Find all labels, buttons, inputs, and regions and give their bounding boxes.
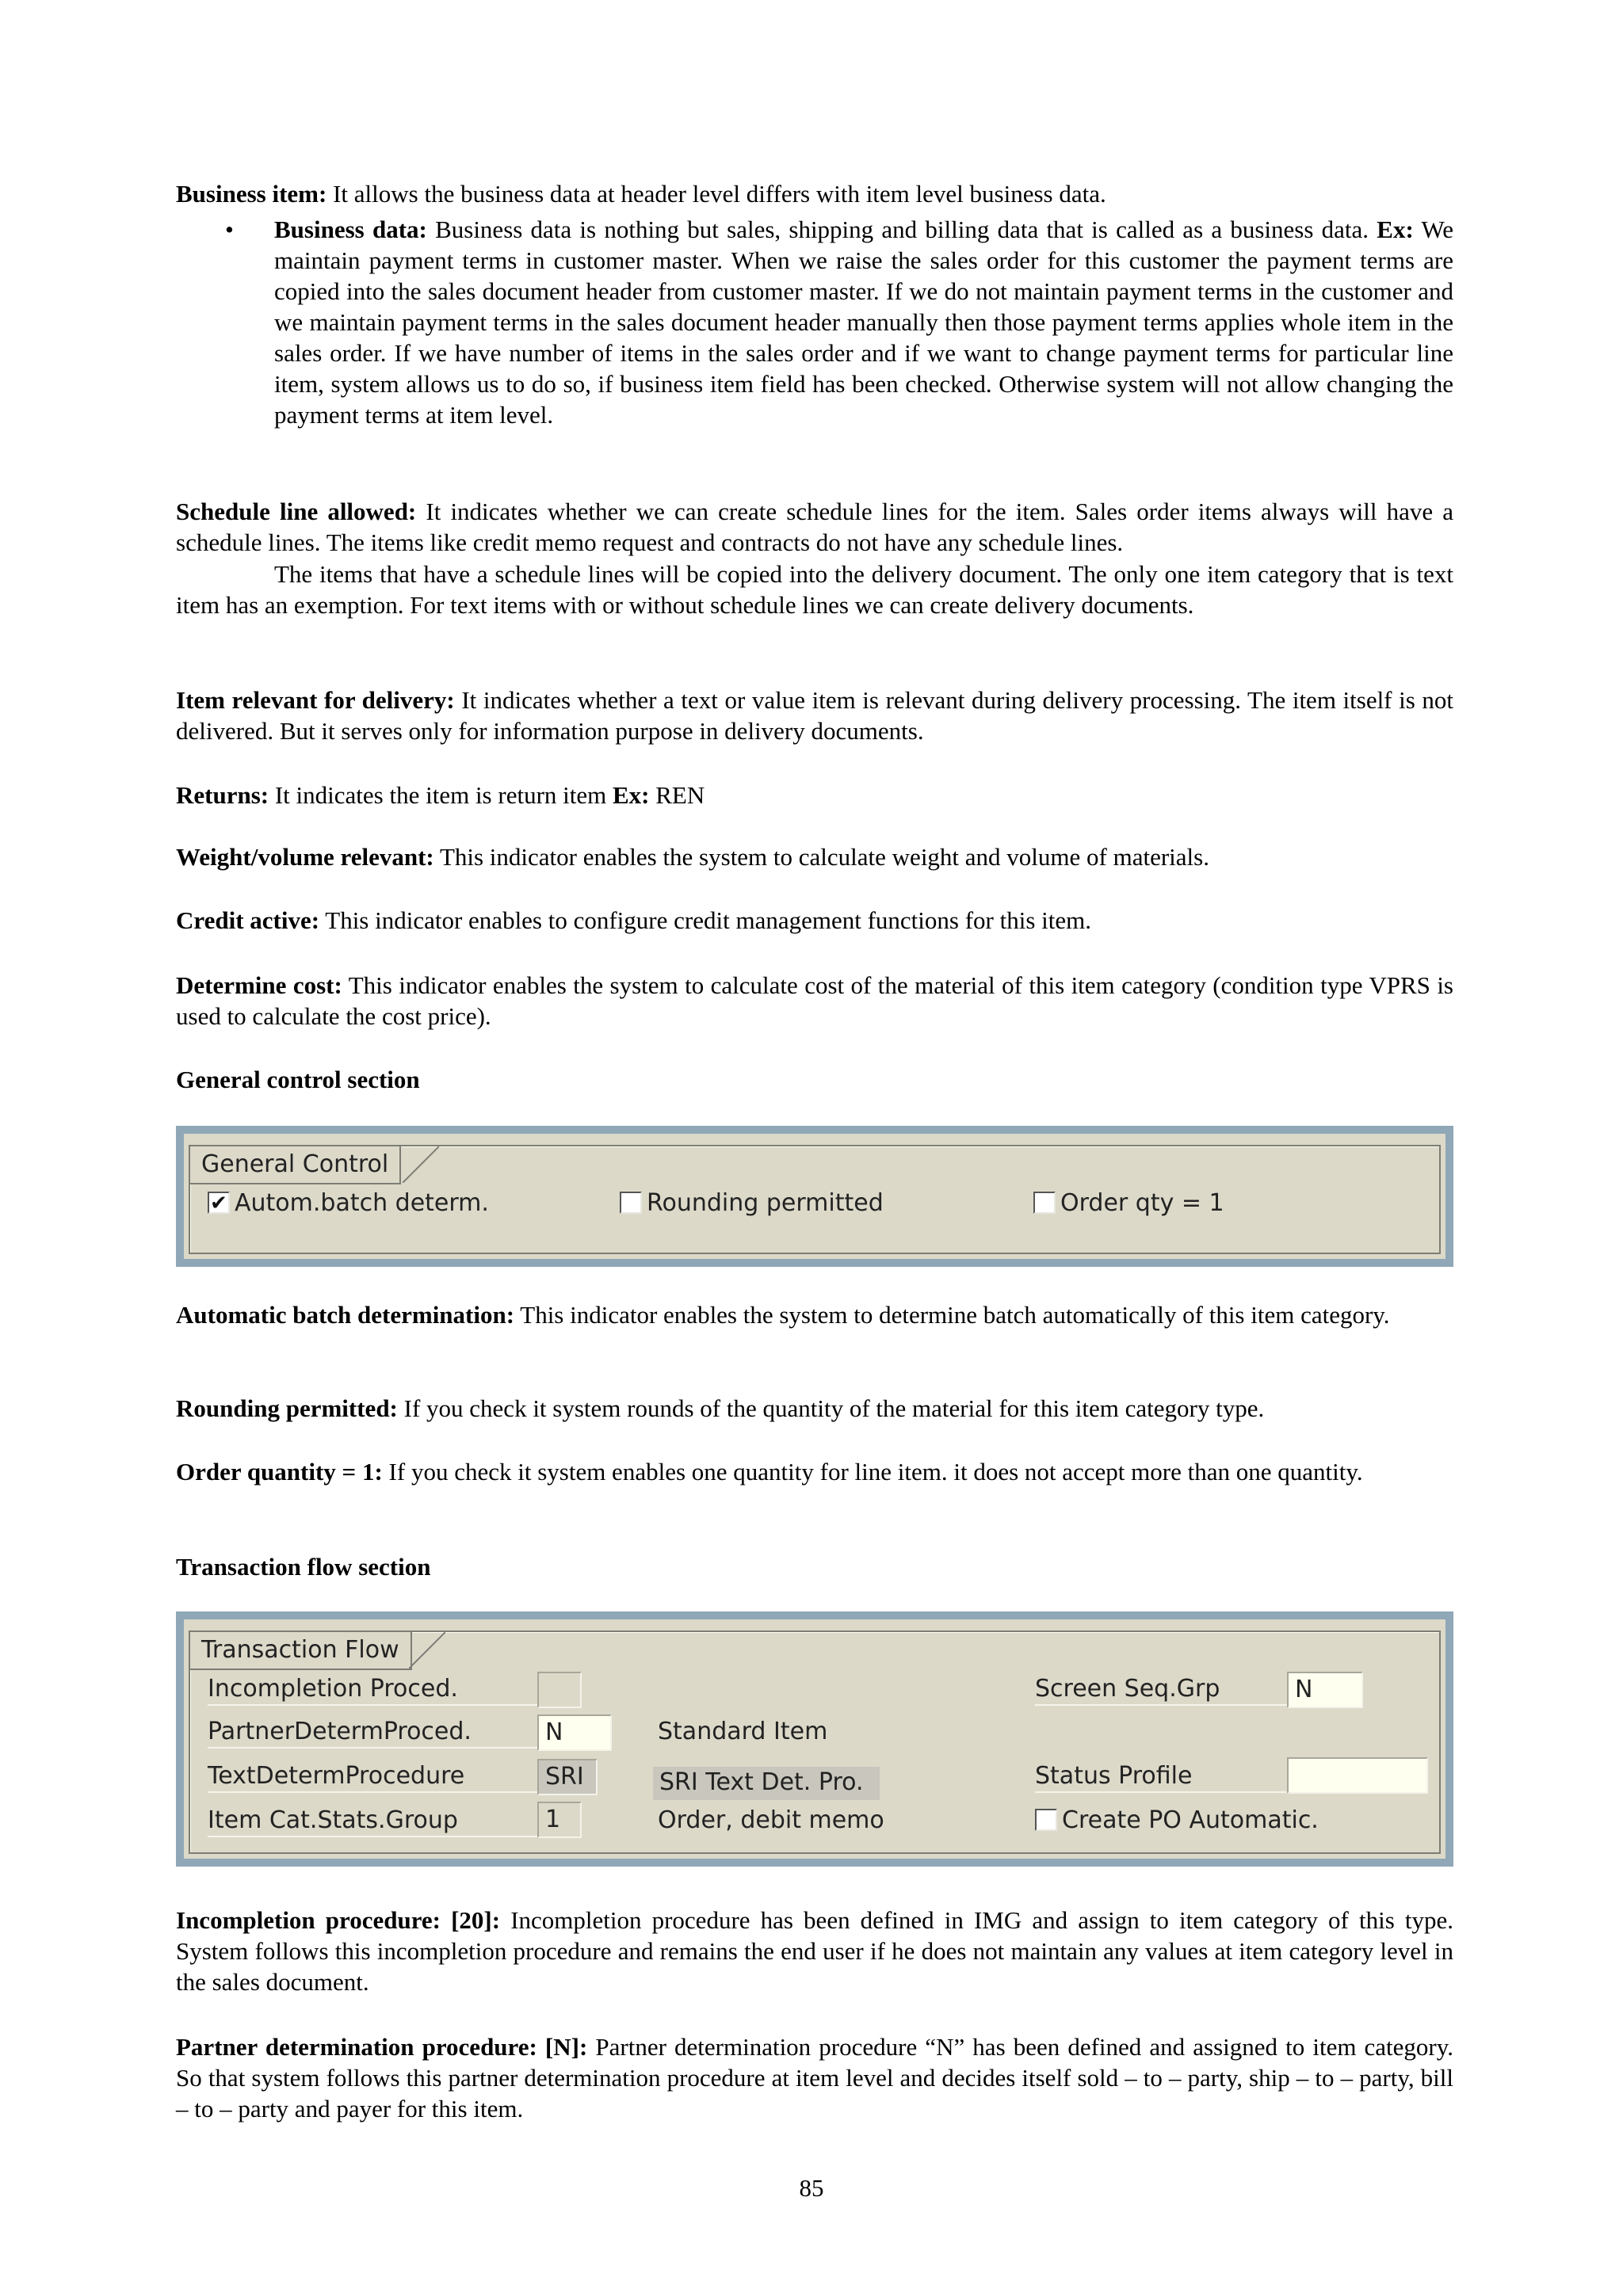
general-control-heading: General control section xyxy=(176,1066,420,1093)
order-qty-checkbox[interactable] xyxy=(1033,1188,1224,1219)
create-po-automatic-label: Create PO Automatic. xyxy=(1062,1806,1319,1834)
rounding-permitted-text: If you check it system rounds of the quantity of the material for this item category type. xyxy=(397,1394,1265,1422)
business-item-text: It allows the business data at header level differs with item level business data. xyxy=(327,180,1106,208)
partner-determ-proced-label: PartnerDetermProced. xyxy=(208,1716,540,1749)
checkbox-icon[interactable] xyxy=(1035,1809,1057,1831)
business-data-text1: Business data is nothing but sales, shipping and billing data that is called as a business data. xyxy=(426,215,1377,243)
status-profile-label: Status Profile xyxy=(1035,1760,1287,1793)
returns-ex-value: REN xyxy=(649,781,705,809)
order-quantity-paragraph xyxy=(176,1456,1453,1487)
autom-batch-label: Autom.batch determ. xyxy=(235,1189,489,1217)
rounding-permitted-label: Rounding permitted xyxy=(647,1189,884,1217)
returns-ex: Ex: xyxy=(613,781,650,809)
general-control-title: General Control xyxy=(201,1150,389,1178)
schedule-line-paragraph-2 xyxy=(176,559,1453,620)
item-relevant-term: Item relevant for delivery: xyxy=(176,686,455,714)
transaction-flow-frame xyxy=(189,1630,1441,1854)
weight-volume-term: Weight/volume relevant: xyxy=(176,843,434,871)
schedule-line-paragraph xyxy=(176,496,1453,558)
text-determ-procedure-field[interactable]: SRI xyxy=(537,1759,598,1795)
auto-batch-paragraph xyxy=(176,1299,1453,1330)
transaction-flow-heading: Transaction flow section xyxy=(176,1553,431,1581)
partner-determ-proced-field[interactable]: N xyxy=(537,1714,612,1751)
returns-text: It indicates the item is return item xyxy=(269,781,613,809)
credit-active-term: Credit active: xyxy=(176,906,320,934)
checkbox-icon[interactable] xyxy=(1033,1192,1056,1214)
page-number: 85 xyxy=(799,2174,824,2202)
text-determ-procedure-label: TextDetermProcedure xyxy=(208,1760,540,1793)
order-quantity-term: Order quantity = 1: xyxy=(176,1458,383,1486)
credit-active-text: This indicator enables to configure credit management functions for this item. xyxy=(319,906,1091,934)
autom-batch-checkbox[interactable] xyxy=(208,1188,489,1219)
general-control-frame xyxy=(189,1145,1441,1254)
business-data-term: Business data: xyxy=(274,215,427,243)
item-cat-stats-group-label: Item Cat.Stats.Group xyxy=(208,1805,540,1837)
business-item-term: Business item: xyxy=(176,180,327,208)
bullet-icon: • xyxy=(225,215,234,243)
transaction-flow-title: Transaction Flow xyxy=(201,1636,399,1664)
determine-cost-term: Determine cost: xyxy=(176,971,342,999)
general-control-panel xyxy=(176,1126,1453,1267)
tab-slant-icon xyxy=(403,1146,439,1183)
item-relevant-text: It indicates whether a text or value item is relevant during delivery processing. The item itself is not delivered. But it serves only for information purpose in delivery documents. xyxy=(176,686,1453,745)
transaction-flow-tab xyxy=(190,1632,412,1670)
returns-term: Returns: xyxy=(176,781,269,809)
determine-cost-paragraph xyxy=(176,970,1453,1032)
incompletion-procedure-term: Incompletion procedure: [20]: xyxy=(176,1906,501,1934)
transaction-flow-panel xyxy=(176,1611,1453,1867)
partner-determination-term: Partner determination procedure: [N]: xyxy=(176,2033,588,2061)
credit-active-paragraph xyxy=(176,905,1453,936)
auto-batch-text: This indicator enables the system to determine batch automatically of this item category. xyxy=(514,1301,1390,1329)
business-data-paragraph xyxy=(274,214,1453,430)
auto-batch-term: Automatic batch determination: xyxy=(176,1301,515,1329)
item-cat-stats-group-field[interactable]: 1 xyxy=(537,1802,582,1838)
business-data-text2: We maintain payment terms in customer master. When we raise the sales order for this customer the payment terms are copied into the sales document header from customer master. If we do not maintain payment terms in the customer and we maintain payment terms in the sales document header manually then those payment terms applies whole item in the sales order. If we have number of items in the sales order and if we want to change payment terms for particular line item, system allows us to do so, if business item field has been checked. Otherwise system will not allow changing the payment terms at item level. xyxy=(274,215,1453,429)
schedule-line-text: It indicates whether we can create schedule lines for the item. Sales order items always will have a schedule lines. The items like credit memo request and contracts do not have any schedule lines. xyxy=(176,498,1454,556)
general-control-tab xyxy=(190,1146,401,1184)
screen-seq-grp-field[interactable]: N xyxy=(1287,1672,1363,1708)
business-item-paragraph xyxy=(176,178,1453,209)
order-quantity-text: If you check it system enables one quantity for line item. it does not accept more than one quantity. xyxy=(382,1458,1363,1486)
weight-volume-paragraph xyxy=(176,841,1453,872)
status-profile-field[interactable] xyxy=(1287,1757,1428,1794)
incompletion-procedure-paragraph xyxy=(176,1905,1453,1997)
screen-seq-grp-label: Screen Seq.Grp xyxy=(1035,1673,1287,1706)
partner-determination-text: Partner determination procedure “N” has been defined and assigned to item category. So that system follows this partner determination procedure at item level and decides itself sold – to – party, ship – to – party, bill – to – party and payer for this item. xyxy=(176,2033,1453,2122)
partner-determ-desc: Standard Item xyxy=(658,1718,828,1745)
rounding-permitted-checkbox[interactable] xyxy=(620,1188,884,1219)
schedule-line-text2: The items that have a schedule lines will be copied into the delivery document. The only one item category that is text item has an exemption. For text items with or without schedule lines we can create delivery documents. xyxy=(176,560,1453,619)
returns-paragraph xyxy=(176,780,1453,810)
partner-determination-paragraph xyxy=(176,2031,1453,2124)
determine-cost-text: This indicator enables the system to calculate cost of the material of this item category (condition type VPRS is used to calculate the cost price). xyxy=(176,971,1453,1030)
checkbox-checked-icon[interactable] xyxy=(208,1192,230,1214)
incompletion-proced-field[interactable] xyxy=(537,1672,582,1708)
rounding-permitted-term: Rounding permitted: xyxy=(176,1394,398,1422)
business-data-ex: Ex: xyxy=(1377,215,1414,243)
checkbox-icon[interactable] xyxy=(620,1192,642,1214)
tab-slant-icon xyxy=(409,1632,445,1669)
item-cat-stats-desc: Order, debit memo xyxy=(658,1806,884,1834)
rounding-permitted-paragraph xyxy=(176,1393,1453,1424)
weight-volume-text: This indicator enables the system to calculate weight and volume of materials. xyxy=(433,843,1209,871)
order-qty-label: Order qty = 1 xyxy=(1060,1189,1224,1217)
create-po-automatic-checkbox[interactable] xyxy=(1035,1805,1319,1836)
text-determ-desc: SRI Text Det. Pro. xyxy=(653,1767,880,1800)
incompletion-proced-label: Incompletion Proced. xyxy=(208,1673,540,1706)
incompletion-procedure-text: Incompletion procedure has been defined in IMG and assign to item category of this type. System follows this incompletion procedure and remains the end user if he does not maintain any values at item category level in the sales document. xyxy=(176,1906,1453,1996)
item-relevant-paragraph xyxy=(176,685,1453,746)
schedule-line-term: Schedule line allowed: xyxy=(176,498,417,525)
